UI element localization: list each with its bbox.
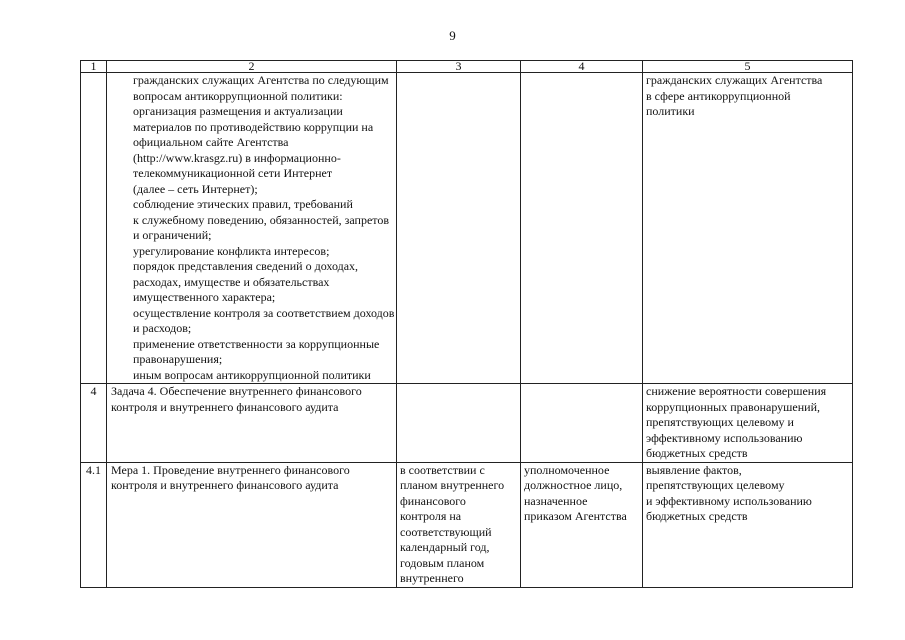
cell-text-line: вопросам антикоррупционной политики: (133, 88, 343, 103)
deadline-cell (397, 384, 521, 463)
table-row (81, 384, 853, 463)
cell-text-line: в соответствии с (400, 462, 485, 477)
cell-text-line: уполномоченное (524, 462, 610, 477)
table-row (81, 73, 853, 384)
cell-text-line: расходах, имуществе и обязательствах (133, 274, 330, 289)
cell-text-line: препятствующих целевому (646, 478, 785, 492)
cell-text-line: коррупционных правонарушений, (646, 399, 820, 414)
table-row (81, 462, 853, 587)
cell-text-line: гражданских служащих Агентства по следующим (133, 73, 389, 87)
cell-text-line: планом внутреннего (400, 478, 505, 492)
measure-description (107, 73, 397, 384)
task-description (107, 384, 397, 463)
cell-text-line: (http://www.krasgz.ru) в информационно- (133, 150, 341, 165)
cell-text-line: эффективному использованию (646, 430, 803, 445)
deadline-cell (397, 73, 521, 384)
cell-text-line: выявление фактов, (646, 462, 742, 477)
cell-text-line: и расходов; (133, 321, 192, 335)
cell-text-line: иным вопросам антикоррупционной политики (133, 367, 371, 382)
deadline-cell (397, 462, 521, 587)
cell-text-line: материалов по противодействию коррупции на (133, 119, 374, 134)
cell-text-line: соблюдение этических правил, требований (133, 197, 353, 211)
responsible-cell (521, 73, 643, 384)
cell-text-line: бюджетных средств (646, 509, 748, 523)
measures-table (80, 60, 853, 588)
cell-text-line: контроля на (400, 509, 462, 523)
row-number (81, 73, 107, 384)
responsible-cell (521, 462, 643, 587)
header-cell: 1 (81, 61, 107, 73)
header-cell: 2 (107, 61, 397, 73)
cell-text-line: приказом Агентства (524, 509, 627, 523)
row-number: 4 (81, 384, 107, 463)
cell-text-line: урегулирование конфликта интересов; (133, 243, 330, 258)
cell-text-line: правонарушения; (133, 352, 223, 366)
cell-text-line: и ограничений; (133, 228, 212, 242)
cell-text-line: политики (646, 104, 695, 118)
cell-text-line: официальном сайте Агентства (133, 135, 289, 149)
cell-text-line: препятствующих целевому и (646, 415, 794, 429)
cell-text-line: должностное лицо, (524, 478, 623, 492)
expected-result-cell (643, 384, 853, 463)
row-number: 4.1 (81, 462, 107, 587)
header-cell: 4 (521, 61, 643, 73)
cell-text-line: осуществление контроля за соответствием доходов (133, 305, 395, 320)
cell-text-line: снижение вероятности совершения (646, 384, 827, 398)
measure-description (107, 462, 397, 587)
cell-text-line: бюджетных средств (646, 446, 748, 460)
cell-text-line: телекоммуникационной сети Интернет (133, 166, 333, 180)
header-cell: 5 (643, 61, 853, 73)
expected-result-cell (643, 462, 853, 587)
cell-text-line: применение ответственности за коррупционные (133, 336, 380, 351)
expected-result-cell (643, 73, 853, 384)
cell-text-line: календарный год, (400, 540, 490, 554)
cell-text-line: Задача 4. Обеспечение внутреннего финансового (111, 384, 362, 398)
cell-text-line: соответствующий (400, 524, 492, 539)
cell-text-line: имущественного характера; (133, 290, 276, 304)
cell-text-line: (далее – сеть Интернет); (133, 181, 258, 196)
cell-text-line: назначенное (524, 493, 588, 508)
responsible-cell (521, 384, 643, 463)
cell-text-line: годовым планом (400, 555, 485, 570)
cell-text-line: организация размещения и актуализации (133, 104, 343, 118)
page-number: 9 (449, 28, 456, 43)
cell-text-line: финансового (400, 493, 466, 508)
cell-text-line: контроля и внутреннего финансового аудита (111, 478, 339, 492)
cell-text-line: контроля и внутреннего финансового аудита (111, 399, 339, 414)
cell-text-line: внутреннего (400, 571, 464, 585)
cell-text-line: Мера 1. Проведение внутреннего финансового (111, 462, 350, 477)
header-cell: 3 (397, 61, 521, 73)
cell-text-line: порядок представления сведений о доходах, (133, 259, 359, 273)
cell-text-line: гражданских служащих Агентства (646, 73, 823, 87)
table-header-row (81, 61, 853, 73)
cell-text-line: в сфере антикоррупционной (646, 88, 791, 103)
cell-text-line: к служебному поведению, обязанностей, запретов (133, 212, 390, 227)
cell-text-line: и эффективному использованию (646, 493, 812, 508)
